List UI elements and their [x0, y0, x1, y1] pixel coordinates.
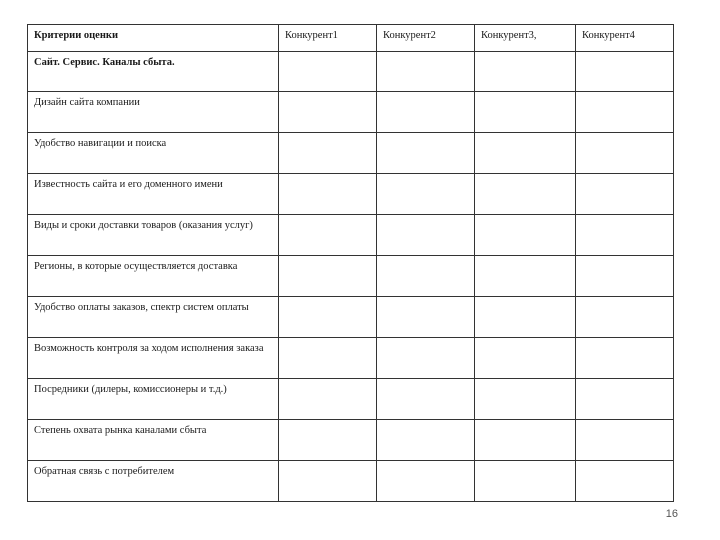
page-number: 16: [665, 508, 678, 520]
criterion-cell: [28, 133, 279, 174]
empty-cell: [475, 92, 576, 133]
criterion-cell: [28, 379, 279, 420]
table-row: [28, 133, 674, 174]
empty-cell: [475, 52, 576, 92]
empty-cell: [377, 379, 475, 420]
criteria-column-header: Критерии оценки: [28, 25, 279, 52]
empty-cell: [377, 256, 475, 297]
empty-cell: [279, 215, 377, 256]
section-title-cell: [28, 52, 279, 92]
criterion-cell: [28, 461, 279, 502]
criterion-label: Известность сайта и его доменного имени: [34, 179, 223, 190]
table-row: [28, 256, 674, 297]
empty-cell: [377, 420, 475, 461]
empty-cell: [279, 338, 377, 379]
table-row: [28, 461, 674, 502]
table-header-row: [28, 25, 674, 52]
criterion-label: Посредники (дилеры, комиссионеры и т.д.): [34, 384, 227, 395]
empty-cell: [576, 297, 674, 338]
empty-cell: [377, 92, 475, 133]
empty-cell: [279, 52, 377, 92]
empty-cell: [475, 338, 576, 379]
criterion-label: Возможность контроля за ходом исполнения заказа: [34, 343, 264, 354]
empty-cell: [279, 174, 377, 215]
empty-cell: [576, 174, 674, 215]
criterion-cell: [28, 174, 279, 215]
competitor-4-column-header: Конкурент4: [576, 25, 674, 52]
table-row: [28, 338, 674, 379]
criterion-label: Степень охвата рынка каналами сбыта: [34, 425, 207, 436]
table-row: [28, 215, 674, 256]
criterion-cell: [28, 420, 279, 461]
empty-cell: [576, 256, 674, 297]
criterion-label: Регионы, в которые осуществляется доставка: [34, 261, 238, 272]
empty-cell: [377, 297, 475, 338]
criterion-label: Дизайн сайта компании: [34, 97, 140, 108]
empty-cell: [279, 133, 377, 174]
empty-cell: [576, 92, 674, 133]
criterion-cell: [28, 297, 279, 338]
empty-cell: [279, 379, 377, 420]
empty-cell: [279, 461, 377, 502]
criterion-cell: [28, 338, 279, 379]
empty-cell: [279, 297, 377, 338]
criterion-cell: [28, 92, 279, 133]
empty-cell: [576, 52, 674, 92]
criterion-label: Обратная связь с потребителем: [34, 466, 175, 477]
empty-cell: [377, 133, 475, 174]
empty-cell: [475, 174, 576, 215]
section-title: Сайт. Сервис. Каналы сбыта.: [34, 57, 175, 68]
competitor-2-column-header: Конкурент2: [377, 25, 475, 52]
criterion-cell: [28, 215, 279, 256]
table-row: [28, 297, 674, 338]
empty-cell: [475, 297, 576, 338]
empty-cell: [576, 379, 674, 420]
section-row: [28, 52, 674, 92]
competitor-1-column-header: Конкурент1: [279, 25, 377, 52]
empty-cell: [377, 52, 475, 92]
empty-cell: [475, 133, 576, 174]
empty-cell: [475, 256, 576, 297]
empty-cell: [475, 461, 576, 502]
empty-cell: [475, 420, 576, 461]
evaluation-table: [27, 24, 674, 502]
empty-cell: [279, 256, 377, 297]
empty-cell: [475, 379, 576, 420]
empty-cell: [576, 461, 674, 502]
criterion-label: Виды и сроки доставки товаров (оказания услуг): [34, 220, 253, 231]
empty-cell: [377, 215, 475, 256]
empty-cell: [279, 92, 377, 133]
empty-cell: [475, 215, 576, 256]
criterion-label: Удобство навигации и поиска: [34, 138, 167, 149]
criterion-label: Удобство оплаты заказов, спектр систем оплаты: [34, 302, 249, 313]
empty-cell: [576, 420, 674, 461]
empty-cell: [377, 174, 475, 215]
empty-cell: [279, 420, 377, 461]
empty-cell: [576, 215, 674, 256]
table-row: [28, 174, 674, 215]
empty-cell: [576, 133, 674, 174]
criterion-cell: [28, 256, 279, 297]
empty-cell: [377, 461, 475, 502]
table-row: [28, 420, 674, 461]
table-row: [28, 92, 674, 133]
empty-cell: [576, 338, 674, 379]
table-row: [28, 379, 674, 420]
competitor-3-column-header: Конкурент3,: [475, 25, 576, 52]
empty-cell: [377, 338, 475, 379]
